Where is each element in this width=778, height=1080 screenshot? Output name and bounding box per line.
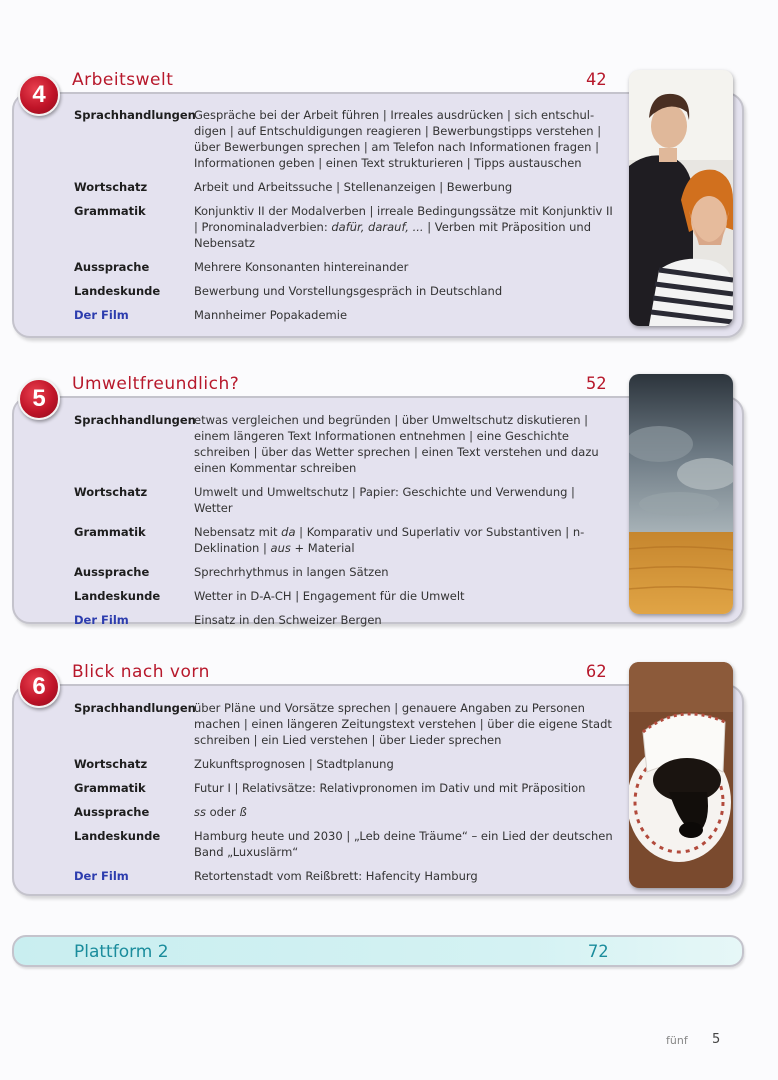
row-label: Sprachhandlungen xyxy=(74,701,196,715)
unit-4-rows xyxy=(74,107,614,331)
unit-6-rows xyxy=(74,700,614,892)
row-label: Sprachhandlungen xyxy=(74,413,196,427)
row-label: Der Film xyxy=(74,869,129,883)
row-label: Landeskunde xyxy=(74,829,161,843)
plattform-2-bar xyxy=(12,935,744,967)
unit-4-row-sprachhandlungen xyxy=(74,107,614,171)
row-value: über Pläne und Vorsätze sprechen | genauere Angaben zu Personen machen | einen längeren Zeitungstext verstehen | über die eigene Stadt schreiben | ein Lied verstehen | über Lieder sprechen xyxy=(194,701,612,747)
row-value: Bewerbung und Vorstellungsgespräch in Deutschland xyxy=(194,284,503,298)
unit-4-number-badge: 4 xyxy=(18,74,60,116)
row-value: Zukunftsprognosen | Stadtplanung xyxy=(194,757,394,771)
unit-4-row-aussprache xyxy=(74,259,614,275)
unit-4-row-landeskunde xyxy=(74,283,614,299)
unit-5-row-landeskunde xyxy=(74,588,614,604)
row-label: Aussprache xyxy=(74,565,150,579)
unit-4-page-number: 42 xyxy=(586,70,607,90)
unit-6-row-aussprache xyxy=(74,804,614,820)
row-label: Grammatik xyxy=(74,525,146,539)
row-value: Umwelt und Umweltschutz | Papier: Geschichte und Verwendung | Wetter xyxy=(194,485,575,515)
unit-5-row-aussprache xyxy=(74,564,614,580)
plattform-page-number: 72 xyxy=(588,942,609,962)
footer-page-number: 5 xyxy=(712,1032,721,1047)
footer-page-word: fünf xyxy=(666,1034,688,1047)
unit-6-row-der-film xyxy=(74,868,614,884)
unit-4-row-wortschatz xyxy=(74,179,614,195)
row-label: Der Film xyxy=(74,308,129,322)
row-value: ss oder ß xyxy=(194,805,247,819)
unit-5-row-sprachhandlungen xyxy=(74,412,614,476)
row-value: Konjunktiv II der Modalverben | irreale Bedingungssätze mit Konjunktiv II | Pronominaladverbien: dafür, darauf, ... | Verben mit Präposition und Nebensatz xyxy=(194,204,613,250)
row-label: Aussprache xyxy=(74,260,150,274)
row-label: Wortschatz xyxy=(74,757,148,771)
unit-5-photo-storm-field xyxy=(629,374,733,614)
row-label: Grammatik xyxy=(74,204,146,218)
row-value: Einsatz in den Schweizer Bergen xyxy=(194,613,382,627)
row-label: Wortschatz xyxy=(74,180,148,194)
row-label: Landeskunde xyxy=(74,284,161,298)
unit-5-row-grammatik xyxy=(74,524,614,556)
row-value: Wetter in D-A-CH | Engagement für die Umwelt xyxy=(194,589,465,603)
unit-6-row-landeskunde xyxy=(74,828,614,860)
unit-6-row-grammatik xyxy=(74,780,614,796)
unit-6-number-badge: 6 xyxy=(18,666,60,708)
plattform-title: Plattform 2 xyxy=(74,942,169,962)
row-label: Der Film xyxy=(74,613,129,627)
unit-5-row-der-film xyxy=(74,612,614,628)
unit-5-row-wortschatz xyxy=(74,484,614,516)
unit-6-page-number: 62 xyxy=(586,662,607,682)
unit-4-title: Arbeitswelt xyxy=(72,70,174,90)
unit-6-title: Blick nach vorn xyxy=(72,662,210,682)
row-label: Wortschatz xyxy=(74,485,148,499)
row-value: Retortenstadt vom Reißbrett: Hafencity Hamburg xyxy=(194,869,478,883)
unit-5-rows xyxy=(74,412,614,636)
row-value: Sprechrhythmus in langen Sätzen xyxy=(194,565,389,579)
row-value: Mehrere Konsonanten hintereinander xyxy=(194,260,409,274)
unit-6-photo-coffee-cup xyxy=(629,662,733,888)
unit-5-number-badge: 5 xyxy=(18,378,60,420)
row-value: etwas vergleichen und begründen | über Umweltschutz diskutieren | einem längeren Text Informationen entnehmen | eine Geschichte schreiben | über das Wetter sprechen | einen Text verstehen und dazu einen Kommentar schreiben xyxy=(194,413,599,475)
unit-6-row-wortschatz xyxy=(74,756,614,772)
row-value: Hamburg heute und 2030 | „Leb deine Träume“ – ein Lied der deutschen Band „Luxuslärm“ xyxy=(194,829,613,859)
row-value: Futur I | Relativsätze: Relativpronomen im Dativ und mit Präposition xyxy=(194,781,586,795)
unit-4-photo-office-workers xyxy=(629,70,733,326)
unit-5-title: Umweltfreundlich? xyxy=(72,374,240,394)
row-label: Sprachhandlungen xyxy=(74,108,196,122)
unit-5-page-number: 52 xyxy=(586,374,607,394)
row-value: Nebensatz mit da | Komparativ und Superlativ vor Substantiven | n-Deklination | aus + Material xyxy=(194,525,585,555)
row-value: Mannheimer Popakademie xyxy=(194,308,348,322)
row-value: Gespräche bei der Arbeit führen | Irreales ausdrücken | sich entschul-digen | auf Entschuldigungen reagieren | Bewerbungstipps verstehen | über Bewerbungen sprechen | am Telefon nach Informationen fragen | Informationen geben | einen Text strukturieren | Tipps austauschen xyxy=(194,108,602,170)
row-label: Grammatik xyxy=(74,781,146,795)
unit-4-row-grammatik xyxy=(74,203,614,251)
row-label: Landeskunde xyxy=(74,589,161,603)
row-value: Arbeit und Arbeitssuche | Stellenanzeigen | Bewerbung xyxy=(194,180,513,194)
unit-6-row-sprachhandlungen xyxy=(74,700,614,748)
row-label: Aussprache xyxy=(74,805,150,819)
unit-4-row-der-film xyxy=(74,307,614,323)
